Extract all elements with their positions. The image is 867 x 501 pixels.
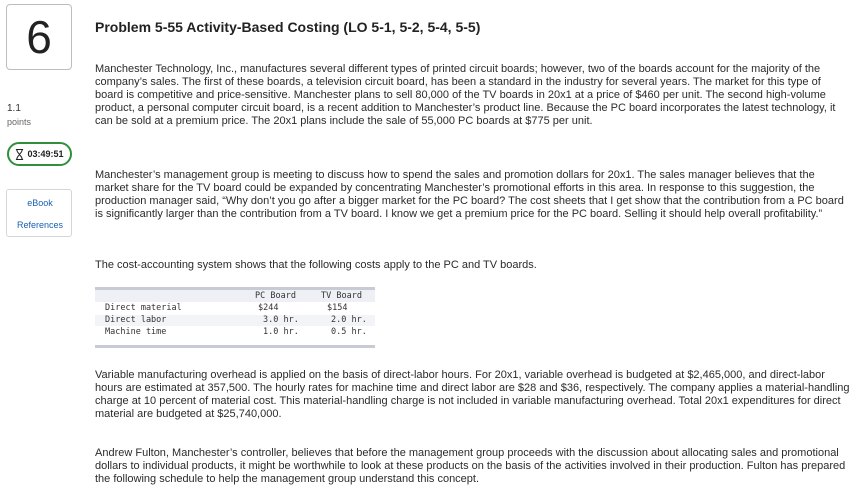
- timer-value: 03:49:51: [27, 149, 64, 159]
- row-label: Direct labor: [105, 315, 167, 325]
- question-number: 6: [6, 4, 72, 70]
- tv-value: 2.0 hr.: [331, 315, 367, 325]
- paragraph-cost-system: The cost-accounting system shows that the following costs apply to the PC and TV boards.: [95, 259, 537, 271]
- table-header-row: [95, 291, 375, 302]
- points-label: points: [7, 117, 32, 127]
- paragraph-intro: Manchester Technology, Inc., manufactures several different types of printed circuit boards; however, two of the boards account for the majority of the company’s sales. The first of these boards, a television circuit board, has been a standard in the industry for several years. The market for this type of board is competitive and price-sensitive. Manchester plans to sell 80,000 of the TV boards in 20x1 at a price of $460 per unit. The second high-volume product, a personal computer circuit board, is a recent addition to Manchester’s product line. Because the PC board incorporates the latest technology, it can be sold at a premium price. The 20x1 plans include the sale of 55,000 PC boards at $775 per unit.: [95, 63, 836, 127]
- paragraph-controller: Andrew Fulton, Manchester’s controller, believes that before the management group proceeds with the discussion about allocating sales and promotional dollars to individual products, it might be worthwhile to look at these products on the basis of the activities involved in their production. Fulton has prepared the following schedule to help the management group understand this concept.: [95, 447, 846, 485]
- table-row: [95, 327, 375, 338]
- paragraph-overhead: Variable manufacturing overhead is applied on the basis of direct-labor hours. For 20x1, variable overhead is budgeted at $2,465,000, and direct-labor hours are estimated at 357,500. The hourly rates for machine time and direct labor are $28 and $36, respectively. The company applies a material-handling charge at 10 percent of material cost. This material-handling charge is not included in variable manufacturing overhead. Total 20x1 expenditures for direct material are budgeted at $25,740,000.: [95, 369, 850, 420]
- pc-value: $244: [258, 303, 279, 313]
- table-row: [95, 315, 375, 326]
- pc-value: 3.0 hr.: [263, 315, 299, 325]
- header-tv-board: TV Board: [321, 291, 362, 301]
- table-row: [95, 303, 375, 314]
- hourglass-icon: [15, 149, 24, 160]
- tv-value: $154: [327, 303, 348, 313]
- row-label: Direct material: [105, 303, 182, 313]
- resource-links: [6, 189, 72, 237]
- references-link[interactable]: References: [16, 220, 64, 230]
- paragraph-meeting: Manchester’s management group is meeting to discuss how to spend the sales and promotion dollars for 20x1. The sales manager believes that the market share for the TV board could be expanded by concentrating Manchester’s promotional efforts in this area. In response to this suggestion, the production manager said, “Why don’t you go after a bigger market for the PC board? The cost sheets that I get show that the contribution from a PC board is significantly larger than the contribution from a TV board. I know we get a premium price for the PC board. Selling it should help overall profitability.”: [95, 169, 844, 220]
- cost-table: [95, 287, 375, 348]
- timer-badge: [7, 142, 72, 166]
- pc-value: 1.0 hr.: [263, 327, 299, 337]
- problem-title: Problem 5-55 Activity-Based Costing (LO 5-1, 5-2, 5-4, 5-5): [95, 19, 481, 35]
- points-value: 1.1: [7, 103, 21, 114]
- question-sidebar: [0, 0, 80, 501]
- tv-value: 0.5 hr.: [331, 327, 367, 337]
- ebook-link[interactable]: eBook: [27, 198, 53, 208]
- header-pc-board: PC Board: [255, 291, 296, 301]
- row-label: Machine time: [105, 327, 167, 337]
